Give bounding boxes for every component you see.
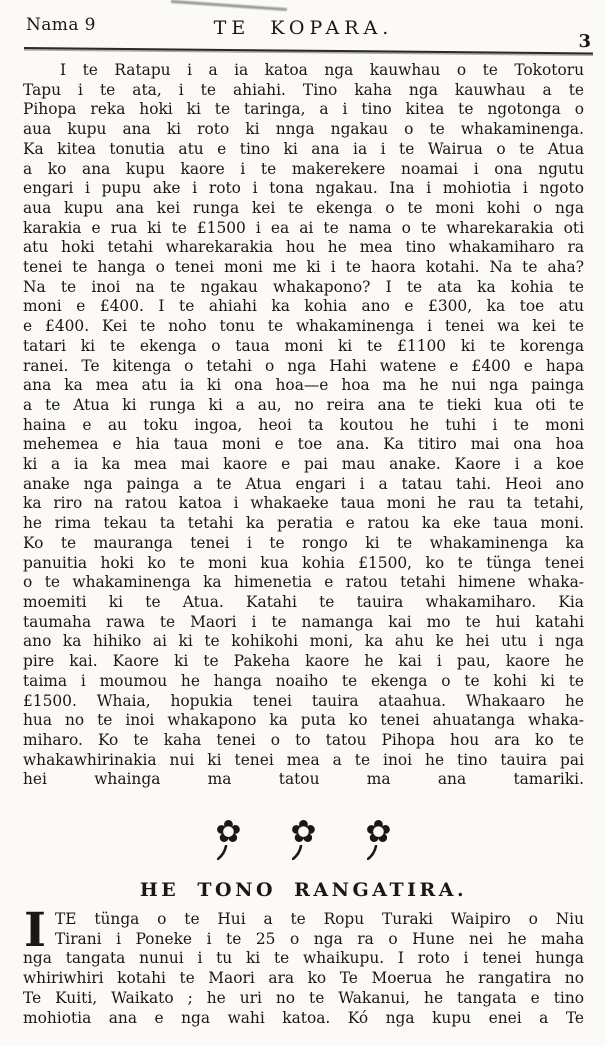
text-line: aua kupu ana ki roto ki nnga ngakau o te whakaminenga. (23, 120, 584, 139)
text-line: haina e au toku ingoa, heoi ta koutou he tuhi i te moni (23, 415, 584, 434)
text-line: whakawhirinakia nui ki tenei mea a te inoi he tino tauira pai (23, 750, 584, 769)
text-line: Te Kuiti, Waikato ; he uri no te Wakanui, he tangata e tino (23, 988, 584, 1007)
text-line: tatari ki te ekenga o taua moni ki te £1100 ki te korenga (23, 336, 584, 355)
flower-stem (367, 845, 381, 860)
text-line: £1500. Whaia, hopukia tenei tauira ataahua. Whakaaro he (23, 691, 584, 710)
text-line: Pihopa reka hoki ki te taringa, a i tino kitea te ngotonga o (23, 100, 584, 119)
text-line: Tirani i Poneke i te 25 o nga ra o Hune nei he maha (55, 929, 584, 948)
text-line: he rima tekau ta tetahi ka peratia e ratou ka eke taua moni. (23, 514, 584, 533)
flower-ornament-icon: ✿ (362, 816, 396, 860)
text-line: moemiti ki te Atua. Katahi te tauira whakamiharo. Kia (23, 592, 584, 611)
drop-cap: I (24, 903, 46, 959)
text-line: taima i moumou he hanga noaiho te ekenga o te kohi ki te (23, 671, 584, 690)
text-line: ranei. Te kitenga o tetahi o nga Hahi watene e £400 e hapa (23, 356, 584, 375)
text-line: a ko ana kupu kaore i te makerekere noamai i ona ngutu (23, 159, 584, 178)
text-line: TE tünga o te Hui a te Ropu Turaki Waipiro o Niu (55, 910, 584, 929)
text-line: I te Ratapu i a ia katoa nga kauwhau o te Tokotoru (60, 61, 584, 79)
publication-title: TE KOPARA. (213, 17, 394, 39)
flower-ornament-icon: ✿ (212, 816, 246, 860)
masthead (23, 0, 591, 52)
text-line: aua kupu ana kei runga kei te ekenga o te moni kohi o nga (23, 198, 584, 217)
article-heading: HE TONO RANGATIRA. (139, 879, 468, 902)
text-line: ana ka mea atu ia ki ona hoa—e hoa ma he nui nga painga (23, 376, 584, 395)
text-line: hei whainga ma tatou ma ana tamariki. (23, 770, 584, 789)
text-line: Tapu i te ata, i te ahiahi. Tino kaha nga kauwhau a te (23, 80, 584, 99)
text-line: pire kai. Kaore ki te Pakeha kaore he kai i pau, kaore he (23, 652, 584, 671)
text-line: a te Atua ki runga ki a au, no reira ana te tieki kua oti te (23, 395, 584, 414)
text-line: taumaha rawa te Maori i te namanga kai mo te hui katahi (23, 612, 584, 631)
text-line: o te whakaminenga ka himenetia e ratou tetahi himene whaka- (23, 573, 584, 592)
text-line: Ka kitea tonutia atu e tino ki ana ia i te Wairua o te Atua (23, 139, 584, 158)
text-line: mohiotia ana e nga wahi katoa. Kó nga kupu enei a Te (23, 1008, 584, 1027)
text-line: moni e £400. I te ahiahi ka kohia ano e £300, ka toe atu (23, 297, 584, 316)
text-line: tenei te hanga o tenei moni me ki i te haora kotahi. Na te aha? (23, 258, 584, 277)
text-line: ki a ia ka mea mai kaore e pai mau anake. Kaore i a koe (23, 455, 584, 474)
masthead-rule (24, 47, 593, 54)
text-line: ka riro na ratou katoa i whakaeke taua moni he rau ta tetahi, (23, 494, 584, 513)
text-line: mehemea e hia taua moni e toe ana. Ka titiro mai ona hoa (23, 435, 584, 454)
text-line: Ko te mauranga tenei i te rongo ki te whakaminenga ka (23, 533, 584, 552)
scan-smudge (171, 0, 287, 11)
text-line: miharo. Ko te kaha tenei o to tatou Pihopa hou ara ko te (23, 730, 584, 749)
section-divider (23, 816, 584, 862)
text-line: Na te inoi na te ngakau whakapono? I te ata ka kohia te (23, 277, 584, 296)
text-line: anake nga painga a te Atua engari i a tatau tahi. Heoi ano (23, 474, 584, 493)
text-line: panuitia hoki ko te moni kua kohia £1500, ko te tünga tenei (23, 553, 584, 572)
article-paragraph (23, 61, 584, 790)
text-line: whiriwhiri kotahi te Maori ara ko Te Moerua he rangatira no (23, 969, 584, 988)
text-line: nga tangata nunui i tu ki te whaikupu. I roto i tenei hunga (23, 949, 584, 968)
issue-number: Nama 9 (26, 15, 96, 35)
article-paragraph (23, 903, 584, 1028)
text-line: ano ka hihiko ai ki te kohikohi moni, ka ahu ke hei utu i nga (23, 632, 584, 651)
flower-ornament-icon: ✿ (287, 816, 321, 860)
flower-stem (217, 845, 231, 860)
text-line: karakia e rua ki te £1500 i ea ai te nama o te wharekarakia oti (23, 218, 584, 237)
text-line: engari i pupu ake i roto i tona ngakau. Ina i mohiotia i ngoto (23, 179, 584, 198)
flower-stem (292, 845, 306, 860)
page-number: 3 (578, 31, 591, 52)
text-line: hua no te inoi whakapono ka puta ko tenei ahuatanga whaka- (23, 711, 584, 730)
text-line: e £400. Kei te noho tonu te whakaminenga i tenei wa kei te (23, 317, 584, 336)
text-line: atu hoki tetahi wharekarakia hou he mea tino whakamiharo ra (23, 238, 584, 257)
